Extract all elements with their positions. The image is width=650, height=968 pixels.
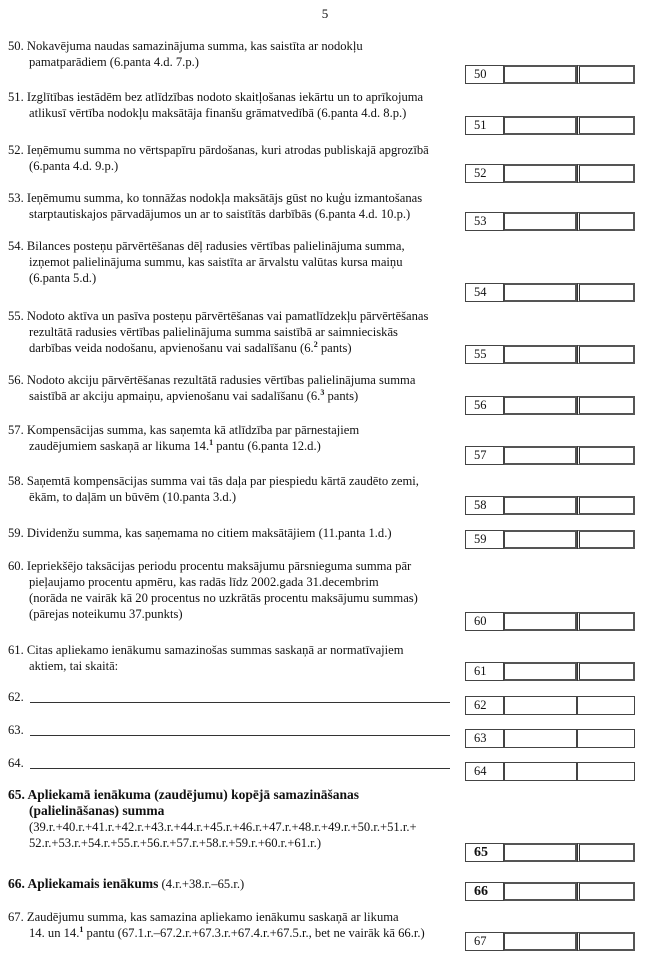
line-number-label: 51 (465, 116, 504, 135)
line-number-label: 66 (465, 882, 504, 901)
blank-line-label: 63. (8, 723, 24, 737)
blank-line-label: 62. (8, 690, 24, 704)
superscript: 1 (79, 925, 84, 934)
blank-line-label: 64. (8, 756, 24, 770)
line-53-amount-box (465, 212, 635, 231)
text-segment: rezultātā radusies vērtības palielinājuma summa saistībā ar saimnieciskās (29, 325, 398, 339)
line-text (8, 525, 458, 541)
amount-field-cents[interactable] (577, 116, 635, 135)
form-line-56 (8, 372, 458, 404)
text-segment: (6.panta 4.d. 9.p.) (29, 159, 119, 173)
line-text (8, 925, 458, 941)
line-text (8, 89, 458, 105)
form-line-52 (8, 142, 458, 174)
amount-field-main[interactable] (504, 496, 577, 515)
form-line-66 (8, 876, 458, 892)
form-line-61 (8, 642, 458, 674)
text-segment: ēkām, to daļām un būvēm (10.panta 3.d.) (29, 490, 237, 504)
line-number-label: 59 (465, 530, 504, 549)
amount-field-cents[interactable] (577, 345, 635, 364)
amount-field-main[interactable] (504, 283, 577, 302)
amount-field-main[interactable] (504, 932, 577, 951)
amount-field-main[interactable] (504, 116, 577, 135)
text-segment: starptautiskajos pārvadājumos un ar to saistītās darbībās (6.panta 4.d. 10.p.) (29, 207, 411, 221)
line-number-label: 61 (465, 662, 504, 681)
amount-field-cents[interactable] (577, 212, 635, 231)
blank-line-input[interactable] (30, 768, 450, 769)
line-number-label: 53 (465, 212, 504, 231)
line-66-amount-box (465, 882, 635, 901)
line-63-amount-box (465, 729, 635, 748)
line-text (8, 438, 458, 454)
amount-field-cents[interactable] (577, 882, 635, 901)
text-segment: 60. Iepriekšējo taksācijas periodu procentu maksājumu pārsnieguma summa pār (8, 559, 412, 573)
line-text (8, 489, 458, 505)
text-segment: pants) (317, 341, 352, 355)
line-64-amount-box (465, 762, 635, 781)
text-segment: 53. Ieņēmumu summa, ko tonnāžas nodokļa maksātājs gūst no kuģu izmantošanas (8, 191, 423, 205)
line-57-amount-box (465, 446, 635, 465)
text-segment: (pārejas noteikumu 37.punkts) (29, 607, 183, 621)
line-62-amount-box (465, 696, 635, 715)
text-segment: (palielināšanas) summa (29, 803, 165, 818)
line-61-amount-box (465, 662, 635, 681)
line-number-label: 58 (465, 496, 504, 515)
text-segment: 59. Dividenžu summa, kas saņemama no citiem maksātājiem (11.panta 1.d.) (8, 526, 392, 540)
line-text (8, 819, 458, 835)
text-segment: 57. Kompensācijas summa, kas saņemta kā atlīdzība par pārnestajiem (8, 423, 360, 437)
line-number-label: 63 (465, 729, 504, 748)
line-text (8, 238, 458, 254)
blank-line-input[interactable] (30, 735, 450, 736)
amount-field-main[interactable] (504, 396, 577, 415)
amount-field-main[interactable] (504, 762, 577, 781)
form-line-54 (8, 238, 458, 286)
line-number-label: 50 (465, 65, 504, 84)
line-52-amount-box (465, 164, 635, 183)
form-line-53 (8, 190, 458, 222)
text-segment: 14. un 14. (29, 926, 80, 940)
line-58-amount-box (465, 496, 635, 515)
line-text (8, 642, 458, 658)
text-segment: darbības veida nodošanu, apvienošanu vai sadalīšanu (6. (29, 341, 314, 355)
amount-field-cents[interactable] (577, 446, 635, 465)
amount-field-cents[interactable] (577, 762, 635, 781)
line-number-label: 52 (465, 164, 504, 183)
line-51-amount-box (465, 116, 635, 135)
amount-field-cents[interactable] (577, 843, 635, 862)
line-text (8, 158, 458, 174)
page-number: 5 (321, 6, 329, 21)
text-segment: zaudējumiem saskaņā ar likuma 14. (29, 439, 210, 453)
form-line-58 (8, 473, 458, 505)
line-number-label: 55 (465, 345, 504, 364)
amount-field-main[interactable] (504, 530, 577, 549)
line-text (8, 574, 458, 590)
line-number-label: 57 (465, 446, 504, 465)
text-segment: 50. Nokavējuma naudas samazinājuma summa, kas saistīta ar nodokļu (8, 39, 363, 53)
line-text (8, 142, 458, 158)
text-segment: (39.r.+40.r.+41.r.+42.r.+43.r.+44.r.+45.r.+46.r.+47.r.+48.r.+49.r.+50.r.+51.r.+ (29, 820, 417, 834)
amount-field-main[interactable] (504, 212, 577, 231)
form-line-67 (8, 909, 458, 941)
line-text (8, 54, 458, 70)
line-text (8, 372, 458, 388)
line-50-amount-box (465, 65, 635, 84)
blank-line-input[interactable] (30, 702, 450, 703)
text-segment: 55. Nodoto aktīva un pasīva posteņu pārvērtēšanas vai pamatlīdzekļu pārvērtēšanas (8, 309, 429, 323)
line-54-amount-box (465, 283, 635, 302)
line-60-amount-box (465, 612, 635, 631)
amount-field-main[interactable] (504, 65, 577, 84)
line-text (8, 340, 458, 356)
line-number-label: 64 (465, 762, 504, 781)
text-segment: saistībā ar akciju apmaiņu, apvienošanu vai sadalīšanu (6. (29, 389, 321, 403)
superscript: 2 (313, 340, 318, 349)
line-text (8, 658, 458, 674)
form-line-55 (8, 308, 458, 356)
text-segment: aktiem, tai skaitā: (29, 659, 119, 673)
line-number-label: 60 (465, 612, 504, 631)
text-segment: izņemot palielinājuma summu, kas saistīta ar ārvalstu valūtas kursa maiņu (29, 255, 403, 269)
text-segment: 65. Apliekamā ienākuma (zaudējumu) kopējā samazināšanas (8, 787, 360, 802)
amount-field-main[interactable] (504, 662, 577, 681)
form-line-59 (8, 525, 458, 541)
text-segment: (4.r.+38.r.–65.r.) (158, 877, 245, 891)
text-segment: pantu (6.panta 12.d.) (213, 439, 321, 453)
line-text (8, 190, 458, 206)
form-line-51 (8, 89, 458, 121)
amount-field-cents[interactable] (577, 662, 635, 681)
line-text (8, 835, 458, 851)
text-segment: pantu (67.1.r.–67.2.r.+67.3.r.+67.4.r.+67.5.r., bet ne vairāk kā 66.r.) (83, 926, 425, 940)
line-text (8, 876, 458, 892)
amount-field-cents[interactable] (577, 696, 635, 715)
text-segment: (norāda ne vairāk kā 20 procentus no uzkrātās procentu maksājumu summas) (29, 591, 418, 605)
amount-field-cents[interactable] (577, 932, 635, 951)
text-segment: 61. Citas apliekamo ienākumu samazinošas summas saskaņā ar normatīvajiem (8, 643, 404, 657)
line-text (8, 422, 458, 438)
amount-field-cents[interactable] (577, 612, 635, 631)
line-text (8, 590, 458, 606)
line-text (8, 270, 458, 286)
text-segment: 52. Ieņēmumu summa no vērtspapīru pārdošanas, kuri atrodas publiskajā apgrozībā (8, 143, 429, 157)
text-segment: 66. Apliekamais ienākums (8, 876, 159, 891)
amount-field-main[interactable] (504, 345, 577, 364)
amount-field-cents[interactable] (577, 496, 635, 515)
line-text (8, 558, 458, 574)
line-67-amount-box (465, 932, 635, 951)
amount-field-main[interactable] (504, 729, 577, 748)
superscript: 3 (320, 388, 325, 397)
text-segment: 52.r.+53.r.+54.r.+55.r.+56.r.+57.r.+58.r.+59.r.+60.r.+61.r.) (29, 836, 322, 850)
line-number-label: 56 (465, 396, 504, 415)
line-number-label: 67 (465, 932, 504, 951)
text-segment: 67. Zaudējumu summa, kas samazina apliekamo ienākumu saskaņā ar likuma (8, 910, 399, 924)
text-segment: atlikusī vērtība nodokļu maksātāja finanšu grāmatvedībā (6.panta 4.d. 8.p.) (29, 106, 407, 120)
line-number-label: 54 (465, 283, 504, 302)
line-55-amount-box (465, 345, 635, 364)
line-text (8, 38, 458, 54)
line-number-label: 62 (465, 696, 504, 715)
line-text (8, 206, 458, 222)
line-59-amount-box (465, 530, 635, 549)
amount-field-main[interactable] (504, 612, 577, 631)
text-segment: pamatparādiem (6.panta 4.d. 7.p.) (29, 55, 199, 69)
amount-field-main[interactable] (504, 843, 577, 862)
amount-field-cents[interactable] (577, 396, 635, 415)
amount-field-main[interactable] (504, 446, 577, 465)
text-segment: pants) (324, 389, 359, 403)
line-56-amount-box (465, 396, 635, 415)
line-text (8, 105, 458, 121)
text-segment: pieļaujamo procentu apmēru, kas radās līdz 2002.gada 31.decembrim (29, 575, 379, 589)
line-text (8, 324, 458, 340)
line-text (8, 803, 458, 819)
amount-field-cents[interactable] (577, 530, 635, 549)
amount-field-main[interactable] (504, 164, 577, 183)
amount-field-cents[interactable] (577, 729, 635, 748)
line-text (8, 909, 458, 925)
text-segment: 51. Izglītības iestādēm bez atlīdzības nodoto skaitļošanas iekārtu un to aprīkojuma (8, 90, 424, 104)
line-text (8, 254, 458, 270)
form-line-57 (8, 422, 458, 454)
amount-field-cents[interactable] (577, 164, 635, 183)
line-text (8, 473, 458, 489)
amount-field-main[interactable] (504, 882, 577, 901)
line-number-label: 65 (465, 843, 504, 862)
text-segment: 54. Bilances posteņu pārvērtēšanas dēļ radusies vērtības palielinājuma summa, (8, 239, 405, 253)
amount-field-main[interactable] (504, 696, 577, 715)
form-line-60 (8, 558, 458, 622)
form-line-65 (8, 787, 458, 851)
text-segment: 56. Nodoto akciju pārvērtēšanas rezultātā radusies vērtības palielinājuma summa (8, 373, 416, 387)
text-segment: (6.panta 5.d.) (29, 271, 97, 285)
text-segment: 58. Saņemtā kompensācijas summa vai tās daļa par piespiedu kārtā zaudēto zemi, (8, 474, 419, 488)
line-text (8, 388, 458, 404)
amount-field-cents[interactable] (577, 65, 635, 84)
superscript: 1 (209, 438, 214, 447)
line-text (8, 787, 458, 803)
amount-field-cents[interactable] (577, 283, 635, 302)
form-line-50 (8, 38, 458, 70)
line-text (8, 606, 458, 622)
line-text (8, 308, 458, 324)
line-65-amount-box (465, 843, 635, 862)
